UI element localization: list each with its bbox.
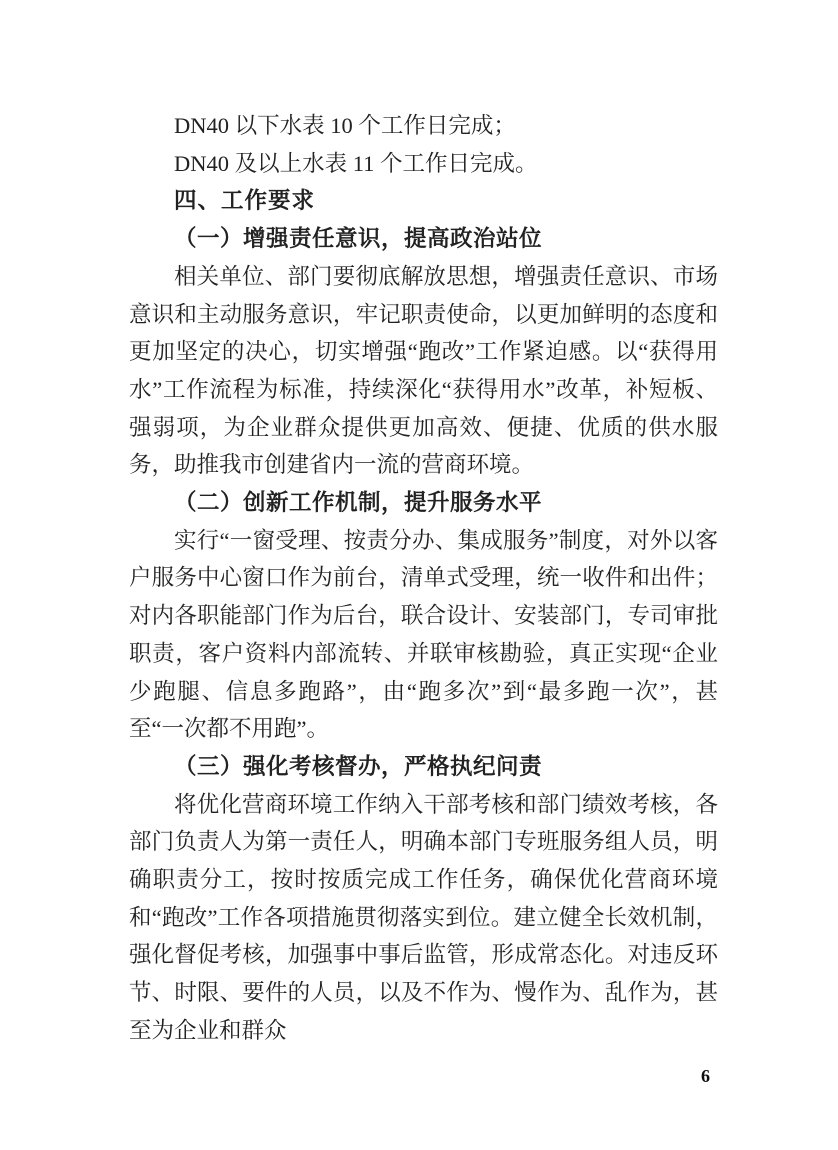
paragraph-1: 相关单位、部门要彻底解放思想，增强责任意识、市场意识和主动服务意识，牢记职责使命，以更加鲜明的态度和更加坚定的决心，切实增强“跑改”工作紧迫感。以“获得用水”工作流程为标准，持续深化“获得用水”改革，补短板、强弱项，为企业群众提供更加高效、便捷、优质的供水服务，助推我市创建省内一流的营商环境。 [129,263,718,478]
section-heading-4: 四、工作要求 [174,188,316,214]
list-line-dn40-below: DN40 以下水表 10 个工作日完成； [174,113,516,138]
subsection-heading-2: （二）创新工作机制，提升服务水平 [174,490,543,516]
list-line-dn40-above: DN40 及以上水表 11 个工作日完成。 [174,150,538,176]
document-body [129,107,718,1050]
subsection-heading-1: （一）增强责任意识，提高政治站位 [174,226,543,252]
page-number: 6 [701,1066,710,1086]
paragraph-3: 将优化营商环境工作纳入干部考核和部门绩效考核，各部门负责人为第一责任人，明确本部门专班服务组人员，明确职责分工，按时按质完成工作任务，确保优化营商环境和“跑改”工作各项措施贯彻落实到位。建立健全长效机制，强化督促考核，加强事中事后监管，形成常态化。对违反环节、时限、要件的人员，以及不作为、慢作为、乱作为，甚至为企业和群众 [129,791,718,1043]
paragraph-2: 实行“一窗受理、按责分办、集成服务”制度，对外以客户服务中心窗口作为前台，清单式受理，统一收件和出件；对内各职能部门作为后台，联合设计、安装部门，专司审批职责，客户资料内部流转、并联审核勘验，真正实现“企业少跑腿、信息多跑路”，由“跑多次”到“最多跑一次”，甚至“一次都不用跑”。 [129,527,718,742]
subsection-heading-3: （三）强化考核督办，严格执纪问责 [174,753,543,779]
